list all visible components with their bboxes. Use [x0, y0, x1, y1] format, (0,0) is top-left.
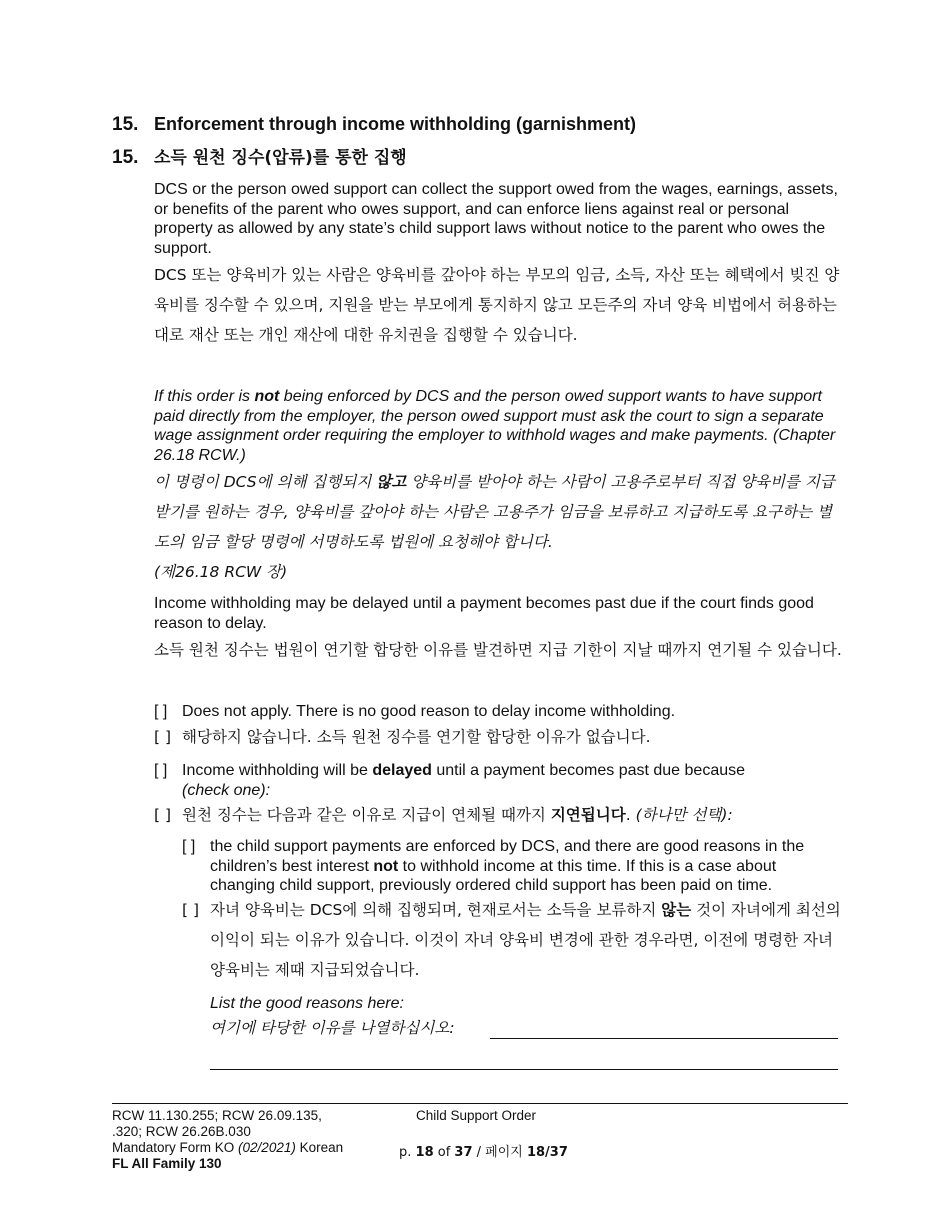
footer-form-line: [112, 1140, 382, 1156]
reasons-input-line-2[interactable]: [210, 1069, 838, 1070]
suboption-dcs-ko[interactable]: [182, 895, 844, 985]
footer-page-total: 37: [454, 1145, 473, 1160]
checkbox-dcs[interactable]: [ ]: [182, 838, 196, 855]
option-delayed-ko[interactable]: [154, 800, 844, 830]
wage-ko-2: 양육비를 받아야 하는 사람이 고용주로부터 직접 양육비를 지급받기를 원하는 경우, 양육비를 갚아야 하는 사람은 고용주가 임금을 보류하고 지급하도록 요구하는 별도의 임금 할당 명령에 서명하도록 법원에 요청해야 합니다.: [154, 473, 835, 551]
footer-form-language: Korean: [295, 1140, 344, 1155]
delayed-text-2: until a payment becomes past due because: [431, 762, 746, 779]
option-not-apply-ko[interactable]: [154, 722, 844, 752]
wage-ko-1: 이 명령이 DCS에 의해 집행되지: [154, 473, 377, 491]
footer-page-p: p.: [399, 1145, 416, 1160]
delayed-text-1: Income withholding will be: [182, 762, 373, 779]
reasons-input-line-1[interactable]: [490, 1038, 838, 1039]
delayed-text-bold: delayed: [372, 762, 432, 779]
option-delayed-label-ko: [182, 800, 844, 830]
reasons-label-ko: 여기에 타당한 이유를 나열하십시오:: [210, 1019, 455, 1037]
option-not-apply-label-ko: 해당하지 않습니다. 소득 원천 징수를 연기할 합당한 이유가 없습니다.: [182, 728, 651, 746]
paragraph-collection: [154, 180, 844, 350]
option-delayed-label: [182, 761, 844, 800]
checkbox-not-apply[interactable]: [ ]: [154, 703, 168, 720]
suboption-dcs-en[interactable]: [182, 837, 844, 896]
suboption-dcs-label: [210, 837, 844, 896]
wage-text-1: If this order is: [154, 388, 255, 405]
footer-form-id: FL All Family 130: [112, 1156, 222, 1171]
footer-form-label: Mandatory Form KO: [112, 1140, 239, 1155]
delayed-check-one: (check one):: [182, 781, 271, 799]
paragraph-delay-en: Income withholding may be delayed until a payment becomes past due if the court finds good reason to delay.: [154, 595, 814, 632]
dcs-text-2: to withhold income at this time. If this is a case about changing child support, previously ordered child support has been paid on time.: [210, 857, 777, 894]
footer-form-date: (02/2021): [238, 1140, 296, 1155]
option-not-apply-en[interactable]: [154, 702, 844, 722]
dcs-ko-1: 자녀 양육비는 DCS에 의해 집행되며, 현재로서는 소득을 보류하지: [210, 901, 662, 919]
reasons-label-en: List the good reasons here:: [210, 995, 404, 1012]
dcs-ko-2: 것이 자녀에게 최선의 이익이 되는 이유가 있습니다. 이것이 자녀 양육비 변경에 관한 경우라면, 이전에 명령한 자녀 양육비는 제때 지급되었습니다.: [210, 901, 841, 979]
suboption-dcs-label-ko: [210, 895, 844, 985]
footer-page-number: [399, 1145, 699, 1161]
wage-ko-chapter: (제26.18 RCW 장): [154, 563, 288, 581]
paragraph-collection-en: DCS or the person owed support can collect the support owed from the wages, earnings, assets, or benefits of the parent who owes support, and can enforce liens against real or personal property as allowed by any state’s child support laws without notice to the parent who owes the support.: [154, 181, 838, 257]
section-title-ko: 소득 원천 징수(압류)를 통한 집행: [154, 148, 407, 168]
footer-rcw-line2: .320; RCW 26.26B.030: [112, 1124, 251, 1139]
wage-text-2: being enforced by DCS and the person owed support wants to have support paid directly from the employer, the person owed support must ask the court to sign a separate wage assignment order requiring the employer to withhold wages and make payments. (Chapter 26.18 RCW.): [154, 388, 836, 464]
section-number: 15.: [112, 114, 139, 135]
paragraph-wage-assignment-en: [154, 387, 844, 465]
footer-rcw-line1: RCW 11.130.255; RCW 26.09.135,: [112, 1108, 322, 1123]
delayed-ko-1: 원천 징수는 다음과 같은 이유로 지급이 연체될 때까지: [182, 806, 551, 824]
footer-title: Child Support Order: [416, 1108, 537, 1123]
dcs-text-bold: not: [373, 857, 399, 875]
wage-text-bold: not: [254, 388, 280, 405]
footer-left: [112, 1108, 382, 1172]
dcs-text-1: the child support payments are enforced by DCS, and there are good reasons in the children’s best interest: [210, 838, 805, 875]
paragraph-delay: [154, 594, 844, 665]
delayed-ko-bold: 지연됩니다: [550, 806, 626, 824]
footer-page-ko: / 페이지: [472, 1145, 527, 1160]
checkbox-dcs-ko[interactable]: [ ]: [182, 901, 200, 919]
checkbox-not-apply-ko[interactable]: [ ]: [154, 728, 172, 746]
paragraph-wage-assignment-ko: [154, 467, 844, 587]
paragraph-delay-ko: 소득 원천 징수는 법원이 연기할 합당한 이유를 발견하면 지급 기한이 지날 때까지 연기될 수 있습니다.: [154, 641, 842, 659]
footer-page-num: 18: [415, 1145, 434, 1160]
checkbox-delayed[interactable]: [ ]: [154, 762, 168, 779]
paragraph-collection-ko: DCS 또는 양육비가 있는 사람은 양육비를 갚아야 하는 부모의 임금, 소득, 자산 또는 혜택에서 빚진 양육비를 징수할 수 있으며, 지원을 받는 부모에게 통지하지 않고 모든주의 자녀 양육 비법에서 허용하는 대로 재산 또는 개인 재산에 대한 유치권을 집행할 수 있습니다.: [154, 266, 840, 344]
dcs-ko-bold: 않는: [661, 901, 692, 919]
option-delayed-en[interactable]: [154, 761, 844, 800]
footer-divider: [112, 1103, 848, 1104]
footer-page-of: of: [433, 1145, 455, 1160]
option-not-apply-label: Does not apply. There is no good reason to delay income withholding.: [182, 703, 676, 720]
checkbox-delayed-ko[interactable]: [ ]: [154, 806, 172, 824]
paragraph-wage-assignment: [154, 387, 844, 587]
section-heading-ko: [112, 143, 407, 169]
section-number-ko: 15.: [112, 147, 139, 168]
delayed-ko-check-one: (하나만 선택):: [635, 806, 733, 824]
delayed-ko-2: .: [625, 806, 636, 824]
section-heading-en: [112, 114, 636, 136]
wage-ko-bold: 않고: [376, 473, 407, 491]
section-title-en: Enforcement through income withholding (garnishment): [154, 114, 636, 134]
footer-page-ko-num: 18/37: [526, 1145, 568, 1160]
